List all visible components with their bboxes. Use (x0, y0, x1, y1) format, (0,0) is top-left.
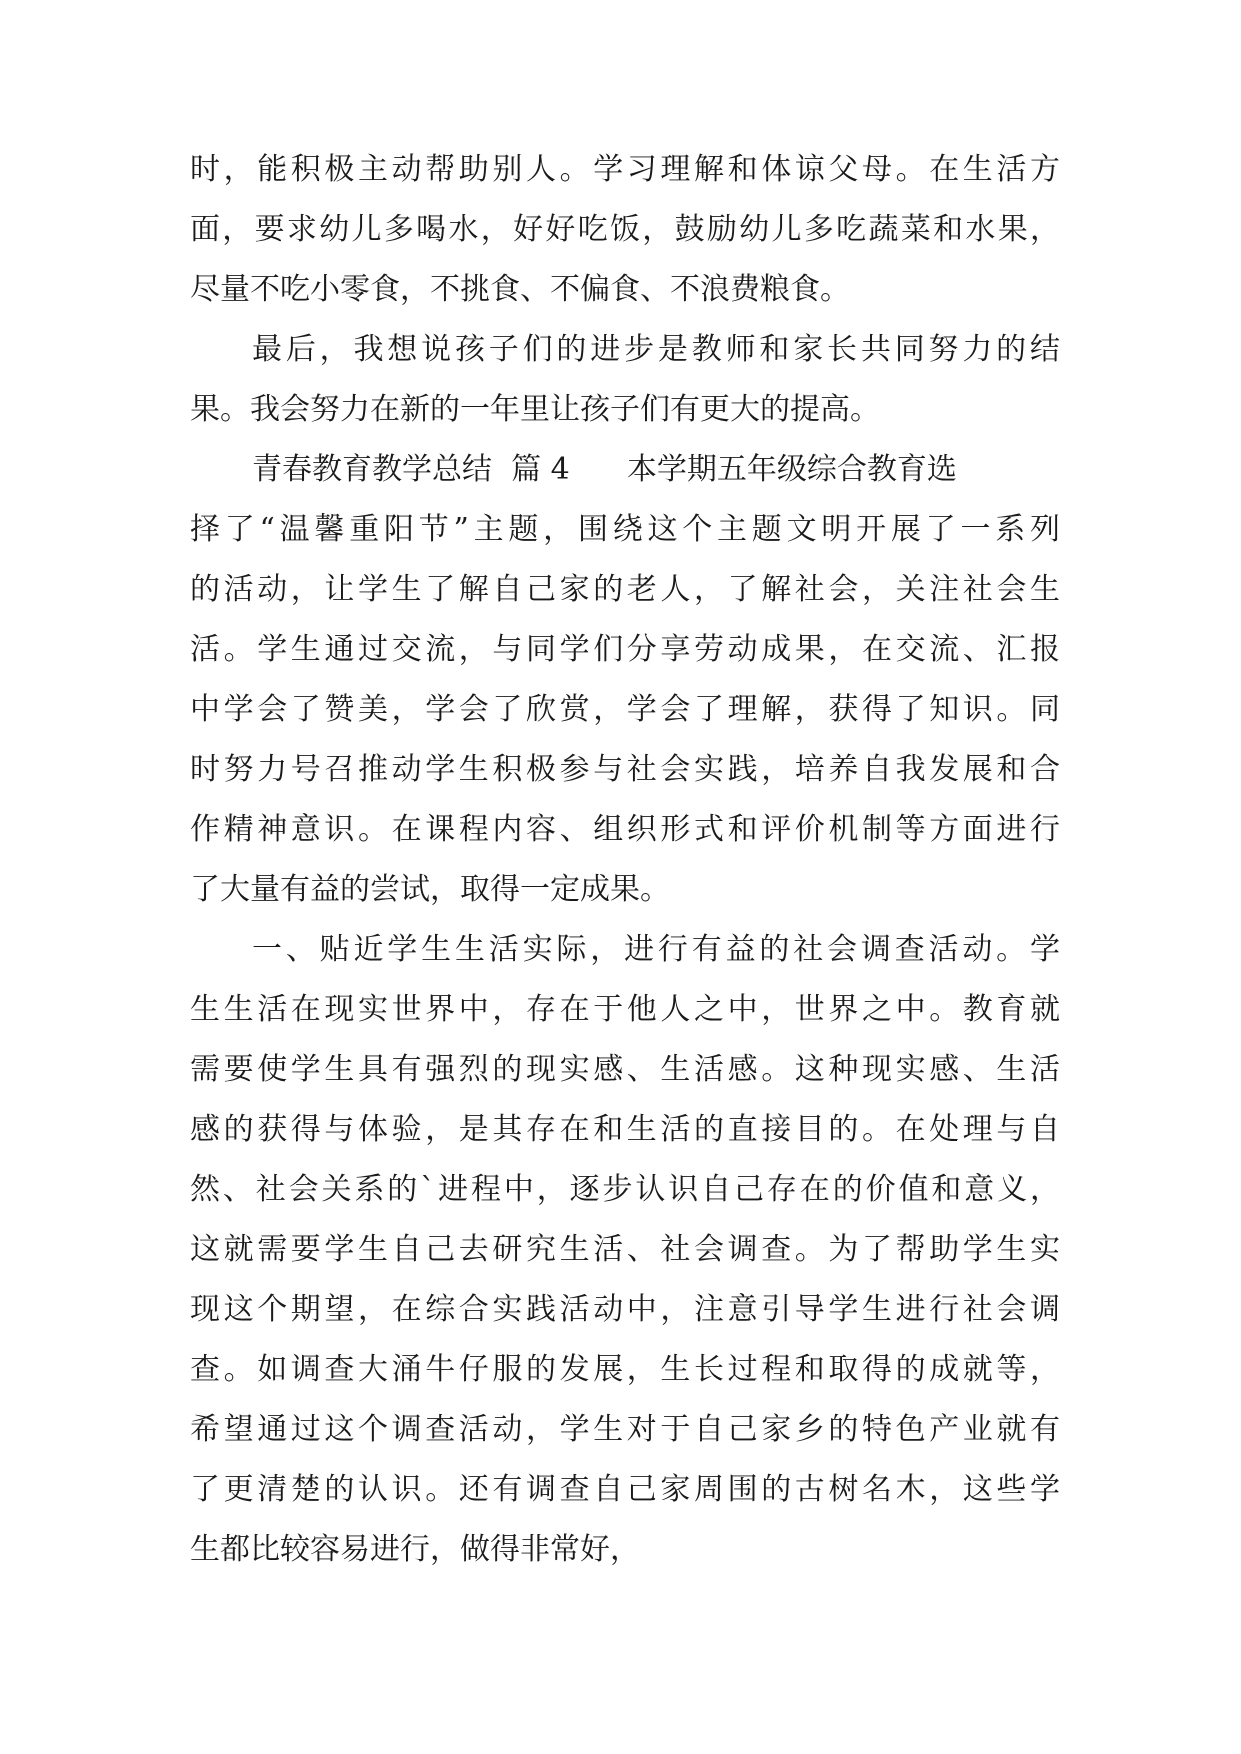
document-body (190, 140, 1060, 1580)
text-line: 果。我会努力在新的一年里让孩子们有更大的提高。 (190, 392, 880, 427)
text-line: 面，要求幼儿多喝水，好好吃饭，鼓励幼儿多吃蔬菜和水果， (190, 212, 1060, 247)
text-line: 一、贴近学生生活实际，进行有益的社会调查活动。学 (252, 932, 1060, 967)
text-line: 了更清楚的认识。还有调查自己家周围的古树名木，这些学 (190, 1472, 1060, 1507)
text-line: 希望通过这个调查活动，学生对于自己家乡的特色产业就有 (190, 1412, 1060, 1447)
text-line: 最后，我想说孩子们的进步是教师和家长共同努力的结 (252, 332, 1060, 367)
text-line: 作精神意识。在课程内容、组织形式和评价机制等方面进行 (190, 812, 1060, 847)
text-line: 生都比较容易进行，做得非常好， (190, 1532, 640, 1567)
text-line: 时，能积极主动帮助别人。学习理解和体谅父母。在生活方 (190, 152, 1060, 187)
text-line: 中学会了赞美，学会了欣赏，学会了理解，获得了知识。同 (190, 692, 1060, 727)
text-line: 尽量不吃小零食，不挑食、不偏食、不浪费粮食。 (190, 272, 850, 307)
text-line: 活。学生通过交流，与同学们分享劳动成果，在交流、汇报 (190, 632, 1060, 667)
text-line: 然、社会关系的`进程中，逐步认识自己存在的价值和意义， (190, 1172, 1060, 1207)
text-line: 现这个期望，在综合实践活动中，注意引导学生进行社会调 (190, 1292, 1060, 1327)
text-line: 时努力号召推动学生积极参与社会实践，培养自我发展和合 (190, 752, 1060, 787)
text-line: 择了“温馨重阳节”主题，围绕这个主题文明开展了一系列 (190, 512, 1060, 547)
text-line: 需要使学生具有强烈的现实感、生活感。这种现实感、生活 (190, 1052, 1060, 1087)
section-heading-line: 青春教育教学总结 篇 4 本学期五年级综合教育选 (252, 452, 957, 487)
text-line: 生生活在现实世界中，存在于他人之中，世界之中。教育就 (190, 992, 1060, 1027)
text-line: 的活动，让学生了解自己家的老人，了解社会，关注社会生 (190, 572, 1060, 607)
text-line: 了大量有益的尝试，取得一定成果。 (190, 872, 670, 907)
text-line: 这就需要学生自己去研究生活、社会调查。为了帮助学生实 (190, 1232, 1060, 1267)
text-line: 感的获得与体验，是其存在和生活的直接目的。在处理与自 (190, 1112, 1060, 1147)
text-line: 查。如调查大涌牛仔服的发展，生长过程和取得的成就等， (190, 1352, 1060, 1387)
